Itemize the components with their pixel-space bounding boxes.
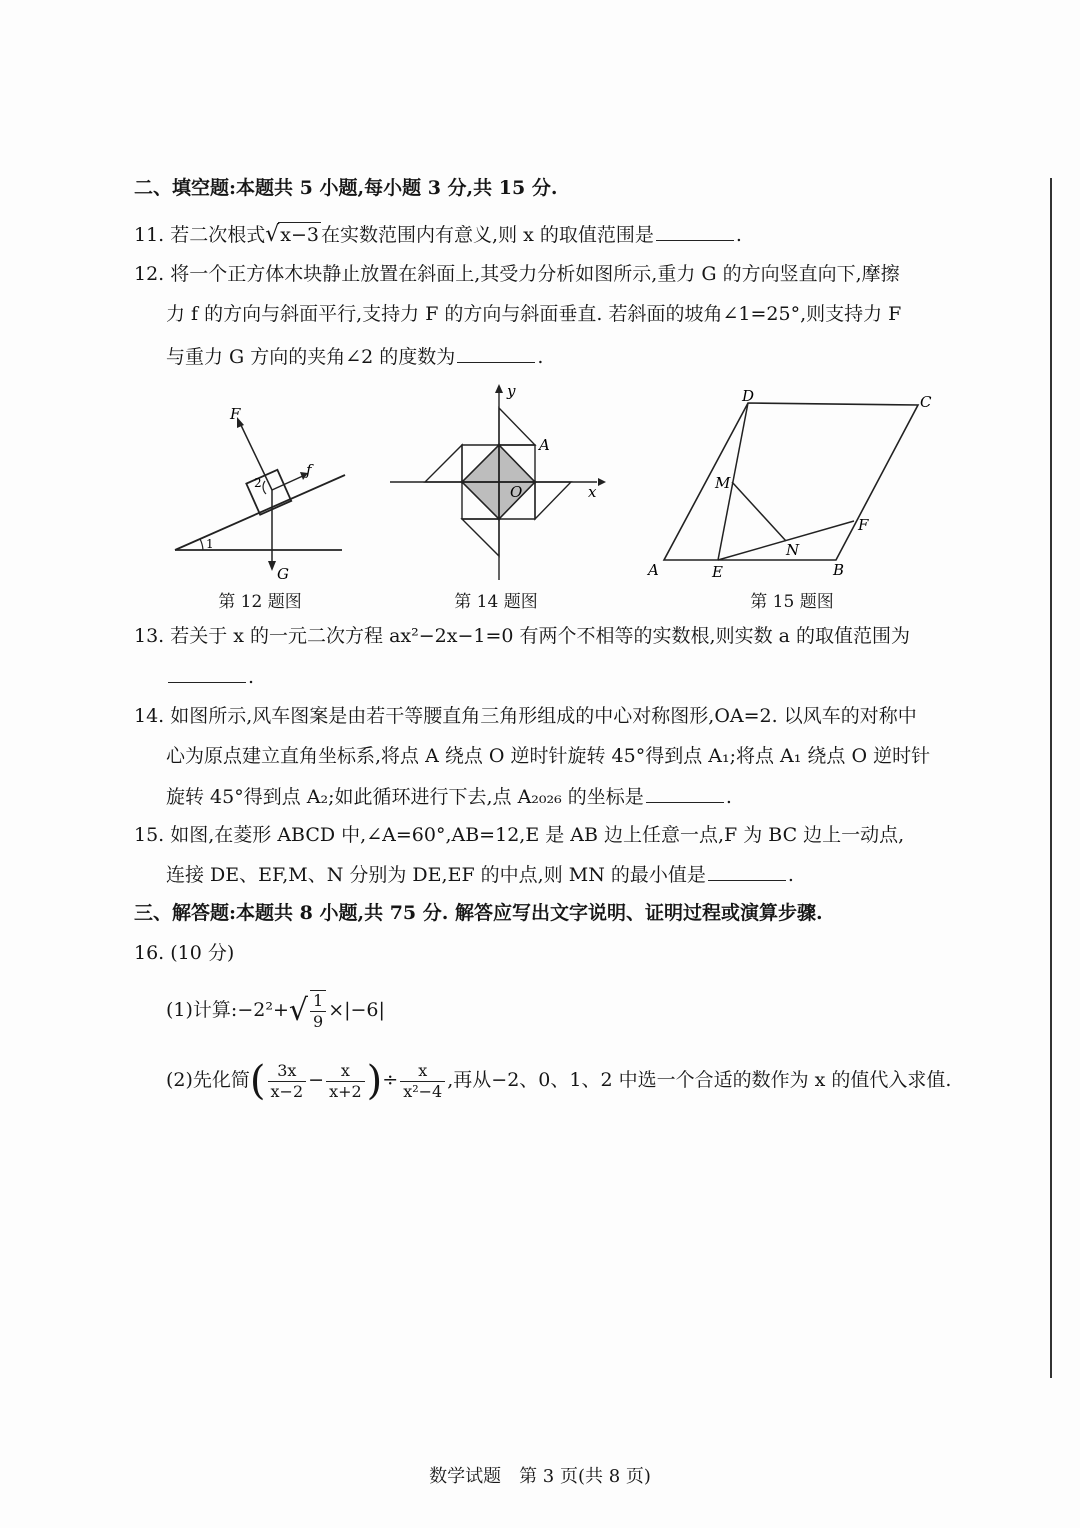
q16-p2-fraction1 [268, 1061, 307, 1102]
q16-p2-div: ÷ [382, 1069, 399, 1091]
fig14-y-arrow [495, 384, 503, 393]
fig15-label-F: F [858, 516, 869, 534]
q16-p2-fraction2 [326, 1061, 365, 1102]
q16-p2-f3-den: x²−4 [403, 1081, 443, 1101]
q16-p2-f2-den: x+2 [329, 1081, 362, 1101]
q12-end: . [537, 346, 544, 368]
fig12-angle2-arc [263, 481, 266, 494]
q16-part1: (1)计算:−2²+√ $\frac{1}{9}$ ×|−6| [166, 991, 385, 1031]
q16-p2-f2-num: x [326, 1061, 365, 1082]
section3-title: 三、解答题:本题共 8 小题,共 75 分. 解答应写出文字说明、证明过程或演算步骤. [134, 902, 823, 924]
fig14-x-arrow [598, 478, 606, 486]
q11-answer-blank[interactable] [656, 222, 734, 241]
q15-end: . [787, 864, 794, 886]
right-margin-rule [1050, 178, 1052, 1378]
q15-line2 [166, 862, 794, 887]
section2-title: 二、填空题:本题共 5 小题,每小题 3 分,共 15 分. [134, 177, 558, 199]
figure-14 [385, 380, 610, 585]
q14-line3-text: 旋转 45°得到点 A₂;如此循环进行下去,点 A₂₀₂₆ 的坐标是 [166, 786, 644, 808]
fig12-label-f: f [306, 461, 312, 479]
q15-line1: 15. 如图,在菱形 ABCD 中,∠A=60°,AB=12,E 是 AB 边上任意一点,F 为 BC 边上一动点, [134, 824, 905, 846]
q16-p2-post: ,再从−2、0、1、2 中选一个合适的数作为 x 的值代入求值. [447, 1069, 952, 1091]
q16-p2-f3-num: x [400, 1061, 445, 1082]
fig15-label-E: E [712, 563, 723, 581]
fig14-label-y: y [507, 382, 516, 400]
q13-end: . [248, 666, 255, 688]
fig12-friction [272, 475, 305, 490]
fig12-label-angle1: 1 [206, 537, 214, 551]
fig15-rhombus [664, 403, 918, 560]
q14-line3 [166, 784, 732, 809]
q16-p1-pre: (1)计算:−2²+ [166, 999, 289, 1021]
q14-answer-blank[interactable] [646, 784, 724, 803]
fig14-label-O: O [510, 483, 523, 501]
q16-p1-post: ×|−6| [328, 999, 385, 1021]
fig15-label-D: D [742, 387, 755, 405]
fig15-label-A: A [648, 561, 659, 579]
q15-answer-blank[interactable] [708, 862, 786, 881]
q14-end: . [725, 786, 732, 808]
fig12-angle1-arc [200, 539, 203, 550]
fig15-label-B: B [833, 561, 845, 579]
q16-p2-fraction3 [400, 1061, 445, 1102]
q11-end: . [735, 224, 742, 246]
figure-12 [160, 395, 360, 585]
q11-radicand: x−3 [280, 224, 320, 246]
fig12-arrow-G [268, 561, 276, 571]
q16-p2-f1-num: 3x [268, 1061, 307, 1082]
fig14-label-A: A [539, 436, 550, 454]
q16-part2: (2)先化简( $\frac{3x}{x-2}$ − $\frac{x}{x+2}$ )÷ $\frac{x}{\text{x²−4}}$ ,再从−2、0、1、2 中选一个合适的数作为 x 的值代入求值. [166, 1058, 952, 1104]
q13-line2 [166, 664, 254, 689]
q15-line2-text: 连接 DE、EF,M、N 分别为 DE,EF 的中点,则 MN 的最小值是 [166, 864, 706, 886]
fig14-label-x: x [588, 483, 597, 501]
q12-line3-text: 与重力 G 方向的夹角∠2 的度数为 [166, 346, 456, 368]
q14-line2: 心为原点建立直角坐标系,将点 A 绕点 O 逆时针旋转 45°得到点 A₁;将点 A₁ 绕点 O 逆时针 [166, 745, 931, 767]
q13-answer-blank[interactable] [168, 664, 246, 683]
q16-p1-num: 1 [310, 991, 326, 1012]
fig12-label-G: G [277, 565, 289, 583]
q12-line1: 12. 将一个正方体木块静止放置在斜面上,其受力分析如图所示,重力 G 的方向竖直向下,摩擦 [134, 263, 900, 285]
fig12-label-angle2: 2 [254, 476, 262, 490]
page-footer: 数学试题 第 3 页(共 8 页) [429, 1466, 651, 1487]
q12-answer-blank[interactable] [457, 344, 535, 363]
q12-line3 [166, 344, 543, 369]
q13-line1: 13. 若关于 x 的一元二次方程 ax²−2x−1=0 有两个不相等的实数根,则实数 a 的取值范围为 [134, 625, 910, 647]
fig14-caption: 第 14 题图 [454, 592, 538, 612]
q14-line1: 14. 如图所示,风车图案是由若干等腰直角三角形组成的中心对称图形,OA=2. 以风车的对称中 [134, 705, 917, 727]
q16-p1-den: 9 [313, 1012, 324, 1031]
fig15-label-C: C [920, 393, 932, 411]
q16-p1-fraction [310, 990, 326, 1032]
fig15-caption: 第 15 题图 [750, 592, 834, 612]
q16-p2-pre: (2)先化简 [166, 1069, 250, 1091]
q12-line2: 力 f 的方向与斜面平行,支持力 F 的方向与斜面垂直. 若斜面的坡角∠1=25°,则支持力 F [166, 303, 902, 325]
figure-15 [640, 385, 940, 585]
fig15-segment-MN [732, 482, 786, 541]
question-11: 11. 若二次根式√x−3 在实数范围内有意义,则 x 的取值范围是 . [134, 222, 742, 247]
fig15-label-M: M [715, 474, 731, 492]
q16-p2-f1-den: x−2 [270, 1081, 304, 1101]
q11-post: 在实数范围内有意义,则 x 的取值范围是 [321, 224, 654, 246]
q16-head: 16. (10 分) [134, 942, 235, 964]
fig12-label-F: F [230, 405, 241, 423]
q16-p2-minus: − [308, 1069, 325, 1091]
q11-pre: 11. 若二次根式 [134, 224, 266, 246]
fig12-caption: 第 12 题图 [218, 592, 302, 612]
fig15-label-N: N [786, 541, 800, 559]
